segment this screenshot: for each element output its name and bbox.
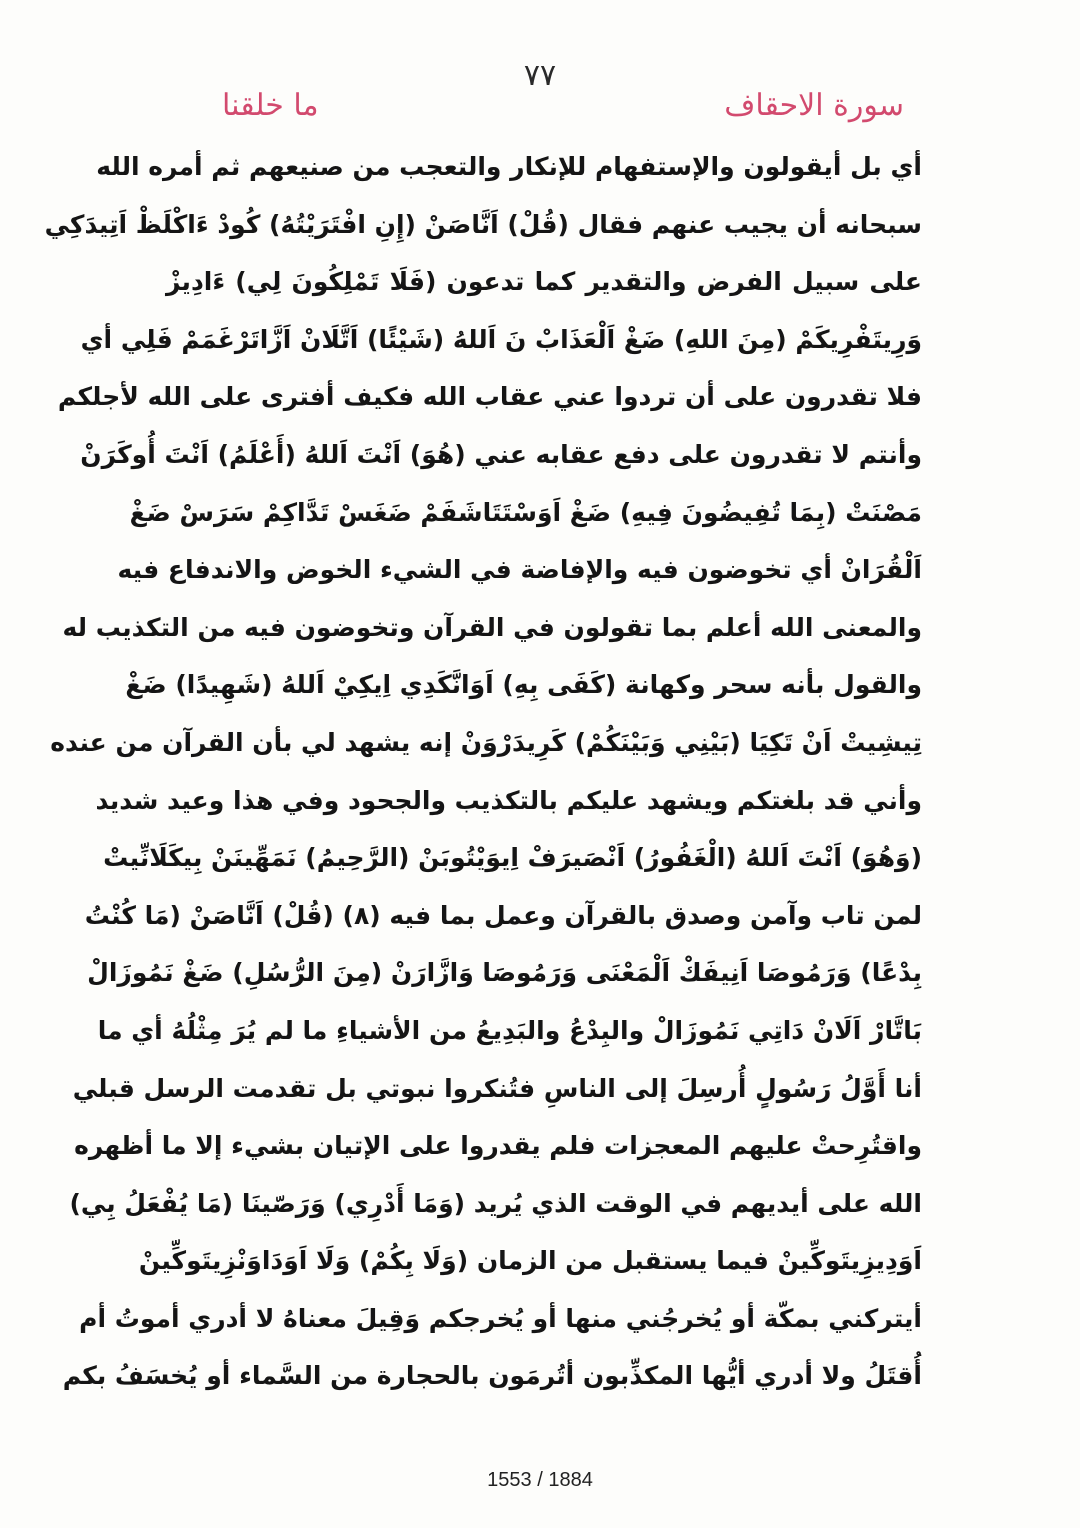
- page-number: ٧٧: [523, 58, 557, 93]
- text-line: مَصْنَتْ (بِمَا تُفِيضُونَ فِيهِ) ضَغْ اَوَسْتَتَاشَفَمْ ضَغَسْ تَدَّاكِمْ سَرَسْ ضَغْ: [129, 497, 922, 527]
- text-line: فلا تقدرون على أن تردوا عني عقاب الله فكيف أفترى على الله لأجلكم: [57, 382, 922, 412]
- text-line: اَلْقُرَانْ أي تخوضون فيه والإفاضة في الشيء الخوض والاندفاع فيه: [117, 555, 922, 585]
- body-text: [44, 138, 922, 1405]
- text-line: وأني قد بلغتكم ويشهد عليكم بالتكذيب والجحود وفي هذا وعيد شديد: [95, 785, 922, 815]
- text-line: واقتُرِحتْ عليهم المعجزات فلم يقدروا على الإتيان بشيء إلا ما أظهره: [74, 1131, 922, 1161]
- text-line: على سبيل الفرض والتقدير كما تدعون (فَلَا تَمْلِكُونَ لِي) ءَادِيزْ: [166, 267, 922, 297]
- text-line: اَوَدِيزِيتَوكِّينْ فيما يستقبل من الزمان (وَلَا بِكُمْ) وَلَا اَوَدَاوَنْزِيتَوكِّينْ: [138, 1246, 922, 1276]
- text-line: تِيشِيتْ اَنْ تَكِيَا (بَيْنِي وَبَيْنَكُمْ) كَرِيدَرْوَنْ إنه يشهد لي بأن القرآن من عنده: [50, 727, 922, 757]
- text-line: بِدْعًا) وَرَمُوصَا اَنِيفَكْ اَلْمَعْنَى وَرَمُوصَا وَازَّارَنْ (مِنَ الرُّسُلِ) ضَغْ نَمُوزَالْ: [87, 958, 922, 988]
- text-line: (وَهُوَ) اَنْتَ اَللهُ (الْغَفُورُ) اَنْصَيرَفْ اِيوَيْتُوبَنْ (الرَّحِيمُ) نَمَهِّينَنْ بِيكَلَانِّيتْ: [103, 843, 922, 873]
- text-line: والقول بأنه سحر وكهانة (كَفَى بِهِ) اَوَانَّكَدِي اِيكِيْ اَللهُ (شَهِيدًا) ضَغْ: [125, 670, 922, 700]
- page-indicator: 1553 / 1884: [487, 1469, 593, 1491]
- text-line: أيتركني بمكّة أو يُخرجُني منها أو يُخرجكم وَقِيلَ معناهُ لا أدري أموتُ أم: [79, 1303, 922, 1333]
- text-line: وَرِيتَفْرِيكَمْ (مِنَ اللهِ) ضَغْ اَلْعَذَابْ نَ اَللهُ (شَيْئًا) اَتَّلَانْ اَزَّاتَرْغَمَمْ فَلِي أي: [80, 324, 922, 354]
- handwritten-surah-note: سورة الاحقاف: [724, 88, 904, 123]
- text-line: بَاتَّارْ اَلَانْ دَاتِي نَمُوزَالْ والبِدْعُ والبَدِيعُ من الأشياءِ ما لم يُرَ مِثْلُهُ أي ما: [97, 1015, 922, 1045]
- text-line: الله على أيديهم في الوقت الذي يُريد (وَمَا أَدْرِي) وَرَصّينَا (مَا يُفْعَلُ بِي): [69, 1188, 922, 1218]
- text-line: والمعنى الله أعلم بما تقولون في القرآن وتخوضون فيه من التكذيب له: [62, 612, 922, 642]
- text-line: لمن تاب وآمن وصدق بالقرآن وعمل بما فيه (٨) (قُلْ) اَنَّاصَنْ (مَا كُنْتُ: [84, 900, 922, 930]
- text-line: سبحانه أن يجيب عنهم فقال (قُلْ) اَنَّاصَنْ (إِنِ افْتَرَيْتُهُ) كُودْ ءَاكْلَظْ اَتِيدَكِي: [44, 209, 922, 239]
- text-line: أُقتَلُ ولا أدري أيُّها المكذِّبون أتُرمَون بالحجارة من السَّماء أو يُخسَفُ بكم: [62, 1361, 922, 1391]
- text-line: أنا أَوَّلُ رَسُولٍ أُرسِلَ إلى الناسِ فتُنكروا نبوتي بل تقدمت الرسل قبلي: [72, 1073, 922, 1103]
- handwritten-section-note: ما خلقنا: [222, 88, 319, 123]
- text-line: أي بل أيقولون والإستفهام للإنكار والتعجب من صنيعهم ثم أمره الله: [96, 152, 922, 181]
- text-line: وأنتم لا تقدرون على دفع عقابه عني (هُوَ) اَنْتَ اَللهُ (أَعْلَمُ) اَنْتَ أُوكَرَنْ: [80, 439, 922, 469]
